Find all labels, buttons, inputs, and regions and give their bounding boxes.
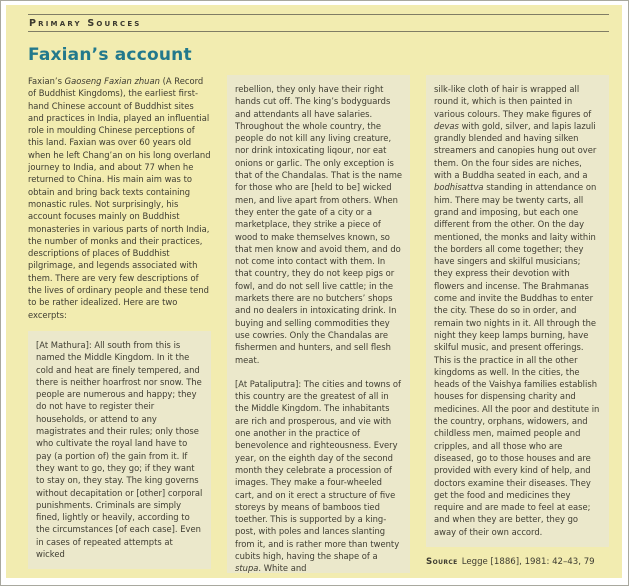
paragraph: rebellion, they only have their right hands cut off. The king’s bodyguards and attendants all have salaries. Throughout the whole country, the people do not kill any living creature, nor drink intoxicating liqour, nor eat onions or garlic. The only exception is that of the Chandalas. That is the name for those who are [held to be] wicked men, and live apart from others. When they enter the gate of a city or a marketplace, they strike a piece of wood to make themselves known, so that men know and avoid them, and do not come into contact with them. In that country, they do not keep pigs or fowl, and do not sell live cattle; in the markets there are no butchers’ shops and no dealers in intoxicating drink. In buying and selling commodities they use cowries. Only the Chandalas are fishermen and hunters, and sell flesh meat. [235, 84, 403, 365]
intro-paragraph [28, 75, 211, 321]
column-3 [426, 75, 609, 573]
column-2 [227, 75, 410, 573]
paragraph: Faxian’s Gaoseng Faxian zhuan (A Record of Buddhist Kingdoms), the earliest first-hand Chinese account of Buddhist sites and practices in India, played an influential role in moulding Chinese perceptions of this land. Faxian was over 60 years old when he left Chang’an on his long overland journey to India, and about 77 when he returned to China. His main aim was to obtain and bring back texts containing monastic rules. Not surprisingly, his account focuses mainly on Buddhist monasteries in various parts of north India, the number of monks and their practices, descriptions of places of Buddhist pilgrimage, and legends associated with them. There are very few descriptions of the lives of ordinary people and these tend to be rather idealized. Here are two excerpts: [28, 76, 211, 320]
excerpt-box [28, 331, 211, 569]
paragraph: [At Mathura]: All south from this is named the Middle Kingdom. In it the cold and heat are finely tempered, and there is neither hoarfrost nor snow. The people are numerous and happy; they do not have to register their households, or attend to any magistrates and their rules; only those who cultivate the royal land have to pay (a portion of) the gain from it. If they want to go, they go; if they want to stay on, they stay. The king governs without decapitation or [other] corporal punishments. Criminals are simply fined, lightly or heavily, according to the circumstances [of each case]. Even in cases of repeated attempts at wicked [36, 339, 203, 559]
kicker-label: Primary Sources [29, 18, 142, 29]
paragraph: [At Pataliputra]: The cities and towns of this country are the greatest of all in the Middle Kingdom. The inhabitants are rich and prosperous, and vie with one another in the practice of benevolence and righteousness. Every year, on the eighth day of the second month they celebrate a procession of images. They make a four-wheeled cart, and on it erect a structure of five storeys by means of bamboos tied toether. This is supported by a king-post, with poles and lances slanting from it, and is rather more than twenty cubits high, having the shape of a stupa. White and [235, 378, 401, 573]
primary-sources-panel [6, 5, 622, 578]
source-label: Source [426, 556, 458, 567]
kicker [28, 14, 609, 32]
kicker-rule-bottom [28, 31, 609, 32]
column-1 [28, 75, 211, 573]
paragraph: silk-like cloth of hair is wrapped all round it, which is then painted in various colours. They make figures of devas with gold, silver, and lapis lazuli grandly blended and having silken streamers and canopies hung out over them. On the four sides are niches, with a Buddha seated in each, and a bodhisattva standing in attendance on him. There may be twenty carts, all grand and imposing, but each one different from the other. On the day mentioned, the monks and laity within the borders all come together; they have singers and skilful musicians; they express their devotion with flowers and incense. The Brahmanas come and invite the Buddhas to enter the city. These do so in order, and remain two nights in it. All through the night they keep lamps burning, have skilful music, and present offerings. This is the practice in all the other kingdoms as well. In the cities, the heads of the Vaishya families establish houses for dispensing charity and medicines. All the poor and destitute in the country, orphans, widowers, and childless men, maimed people and cripples, and all those who are diseased, go to those houses and are provided with every kind of help, and doctors examine their diseases. They get the food and medicines they require and are made to feel at ease; and when they are better, they go away of their own accord. [434, 84, 600, 537]
excerpt-box [426, 75, 609, 547]
source-text: Legge [1886], 1981: 42–43, 79 [461, 556, 595, 567]
page-title: Faxian’s account [28, 45, 192, 65]
excerpt-box [227, 75, 410, 573]
source-line [426, 556, 609, 568]
columns [28, 75, 609, 573]
column-1-blocks [28, 75, 211, 569]
column-2-blocks [227, 75, 410, 573]
kicker-rule-top [28, 14, 609, 15]
column-3-blocks [426, 75, 609, 547]
